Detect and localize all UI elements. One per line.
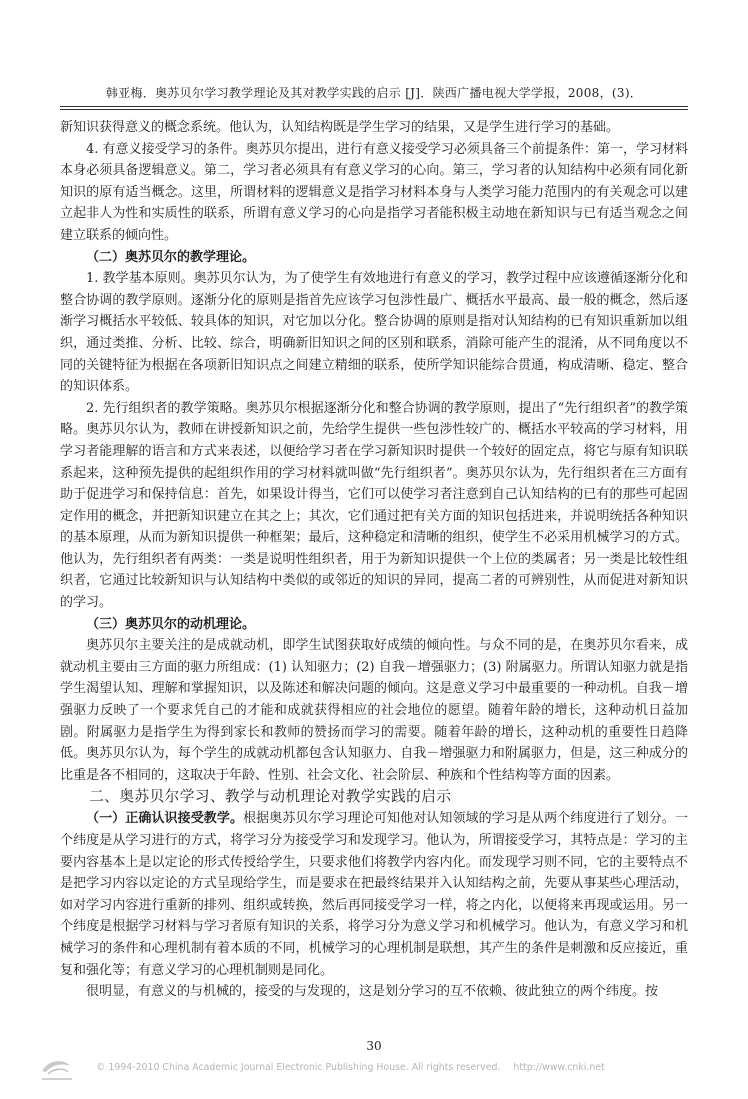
- subheading-teaching-theory: （二）奥苏贝尔的教学理论。: [86, 249, 256, 265]
- paragraph-continuation: 新知识获得意义的概念系统。他认为，认知结构既是学生学习的结果，又是学生进行学习的基础。: [60, 120, 620, 135]
- running-header: 韩亚梅．奥苏贝尔学习教学理论及其对教学实践的启示 [J]．陕西广播电视大学学报，2008，(3)．: [105, 86, 643, 100]
- header-rule-bottom: [60, 109, 688, 110]
- paragraph-conditions: 4. 有意义接受学习的条件。奥苏贝尔提出，进行有意义接受学习必须具备三个前提条件：第一，学习材料本身必须具备逻辑意义。第二，学习者必须具有有意义学习的心向。第三，学习者的认知结构中必须有同化新知识的原有适当概念。这里，所谓材料的逻辑意义是指学习材料本身与人类学习能力范围内的有关观念可以建立起非人为性和实质性的联系，所谓有意义学习的心向是指学习者能积极主动地在新知识与已有适当观念之间建立联系的倾向性。: [60, 141, 688, 243]
- paragraph-dimensions: 很明显，有意义的与机械的，接受的与发现的，这是划分学习的互不依赖、彼此独立的两个纬度。按: [86, 984, 659, 1000]
- page-number: 30: [366, 1039, 382, 1053]
- cnki-logo-icon: [34, 1054, 88, 1084]
- copyright-notice: © 1994-2010 China Academic Journal Electronic Publishing House. All rights reserved.: [96, 1062, 501, 1073]
- paragraph-advance-organizer: 2. 先行组织者的教学策略。奥苏贝尔根据逐渐分化和整合协调的教学原则，提出了“先行组织者”的教学策略。奥苏贝尔认为，教师在讲授新知识之前，先给学生提供一些包涉性较广的、概括水平较高的学习材料，用学习者能理解的语言和方式来表述，以便给学习者在学习新知识时提供一个较好的固定点，将它与原有知识联系起来，这种预先提供的起组织作用的学习材料就叫做“先行组织者”。奥苏贝尔认为，先行组织者在三方面有助于促进学习和保持信息：首先，如果设计得当，它们可以使学习者注意到自己认知结构的已有的那些可起固定作用的概念，并把新知识建立在其之上；其次，它们通过把有关方面的知识包括进来，并说明统括各种知识的基本原理，从而为新知识提供一种框架；最后，这种稳定和清晰的组织，使学生不必采用机械学习的方式。他认为，先行组织者有两类：一类是说明性组织者，用于为新知识提供一个上位的类属者；另一类是比较性组织者，它通过比较新知识与认知结构中类似的或邻近的知识的异同，提高二者的可辨别性，从而促进对新知识的学习。: [60, 400, 688, 611]
- header-rule-top: [60, 106, 688, 107]
- article-body: [60, 117, 688, 1003]
- footer-url-link[interactable]: http://www.cnki.net: [513, 1062, 605, 1073]
- paragraph-receptive-teaching-text: 根据奥苏贝尔学习理论可知他对认知领域的学习是从两个纬度进行了划分。一个纬度是从学习进行的方式，将学习分为接受学习和发现学习。他认为，所谓接受学习，其特点是：学习的主要内容基本上是以定论的形式传授给学生，只要求他们将教学内容内化。而发现学习则不同，它的主要特点不是把学习内容以定论的方式呈现给学生，而是要求在把最终结果并入认知结构之前，先要从事某些心理活动，如对学习内容进行重新的排列、组织或转换，然后再同接受学习一样，将之内化，以便将来再现或运用。另一个纬度是根据学习材料与学习者原有知识的关系，将学习分为意义学习和机械学习。他认为，有意义学习和机械学习的条件和心理机制有着本质的不同，机械学习的心理机制是联想，其产生的条件是刺激和反应接近，重复和强化等；有意义学习的心理机制则是同化。: [60, 811, 688, 978]
- paragraph-motivation: 奥苏贝尔主要关注的是成就动机，即学生试图获取好成绩的倾向性。与众不同的是，在奥苏贝尔看来，成就动机主要由三方面的驱力所组成：(1) 认知驱力；(2) 自我－增强驱力；(3) 附属驱力。所谓认知驱力就是指学生渴望认知、理解和掌握知识，以及陈述和解决问题的倾向。这是意义学习中最重要的一种动机。自我－增强驱力反映了一个要求凭自己的才能和成就获得相应的社会地位的愿望。随着年龄的增长，这种动机日益加剧。附属驱力是指学生为得到家长和教师的赞扬而学习的需要。随着年龄的增长，这种动机的重要性日趋降低。奥苏贝尔认为，每个学生的成就动机都包含认知驱力、自我－增强驱力和附属驱力，但是，这三种成分的比重是各不相同的，这取决于年龄、性别、社会文化、社会阶层、种族和个性结构等方面的因素。: [60, 638, 688, 783]
- paragraph-receptive-teaching: [60, 808, 688, 981]
- subheading-motivation-theory: （三）奥苏贝尔的动机理论。: [86, 616, 256, 632]
- copyright-footer: [96, 1062, 716, 1073]
- paragraph-lead-receptive-teaching: （一）正确认识接受教学。: [86, 811, 244, 827]
- section-heading-implications: 二、奥苏贝尔学习、教学与动机理论对教学实践的启示: [89, 788, 452, 806]
- paragraph-teaching-principles: 1. 教学基本原则。奥苏贝尔认为，为了使学生有效地进行有意义的学习，教学过程中应该遵循逐渐分化和整合协调的教学原则。逐渐分化的原则是指首先应该学习包涉性最广、概括水平最高、最一般的概念，然后逐渐学习概括水平较低、较具体的知识，对它加以分化。整合协调的原则是指对认知结构的已有知识重新加以组织，通过类推、分析、比较、综合，明确新旧知识之间的区别和联系，消除可能产生的混淆，从不同角度以不同的关键特征为根据在各项新旧知识点之间建立精细的联系，使所学知识能综合贯通，构成清晰、稳定、整合的知识体系。: [60, 271, 688, 395]
